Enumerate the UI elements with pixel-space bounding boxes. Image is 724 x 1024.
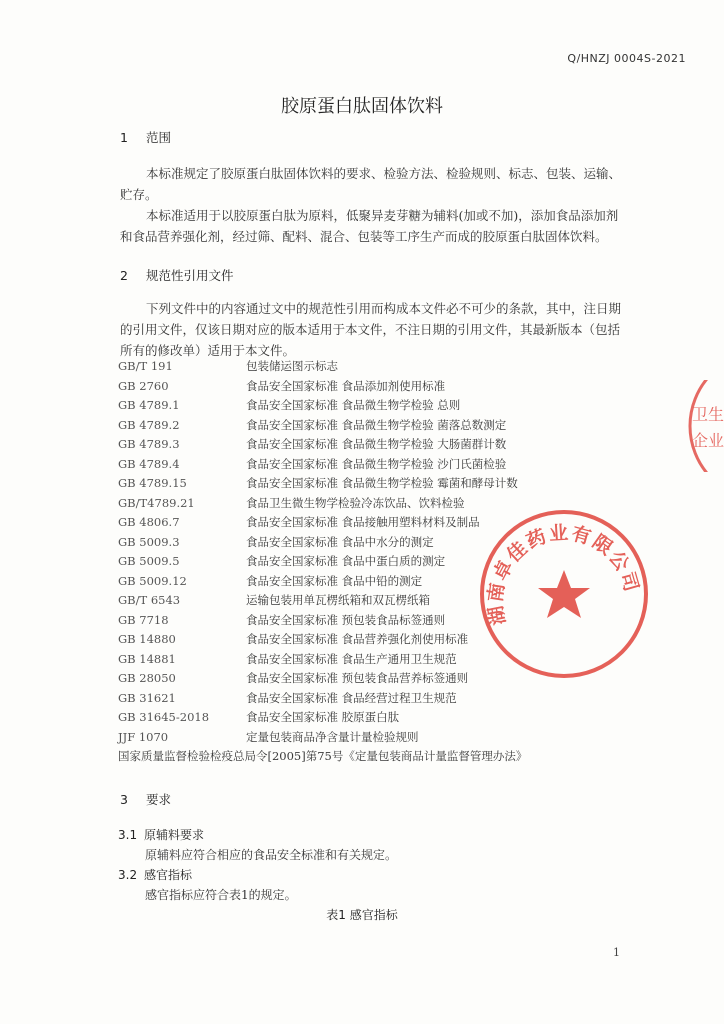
reference-code: GB 5009.5 — [118, 554, 180, 568]
section-number: 2 — [120, 268, 128, 283]
reference-name: 食品卫生微生物学检验冷冻饮品、饮料检验 — [246, 495, 465, 510]
section-title: 范围 — [146, 130, 172, 145]
reference-row — [118, 729, 638, 749]
reference-code: GB/T 191 — [118, 359, 173, 373]
text-line: 贮存。 — [120, 187, 158, 202]
subsection-number: 3.2 — [118, 868, 138, 882]
reference-name: 食品安全国家标准 食品中水分的测定 — [246, 534, 434, 549]
subsection-title: 原辅料要求 — [144, 828, 205, 842]
reference-code: GB 4789.15 — [118, 476, 187, 490]
page-number: 1 — [613, 946, 620, 959]
reference-name: 食品安全国家标准 胶原蛋白肽 — [246, 710, 400, 724]
reference-code: GB 7718 — [118, 612, 169, 627]
reference-code: GB 14880 — [118, 632, 176, 646]
reference-row — [118, 436, 638, 456]
section-3-heading — [120, 790, 171, 808]
partial-seal-text-1: 卫生 — [692, 405, 724, 424]
seal-text: 湖南卓佳药业有限公司 — [484, 521, 643, 627]
reference-code: GB 14881 — [118, 651, 176, 666]
subsection-3-1-heading — [118, 826, 204, 843]
reference-code: GB 2760 — [118, 378, 169, 393]
reference-name: 食品安全国家标准 食品中蛋白质的测定 — [246, 554, 446, 568]
reference-code: GB 4789.1 — [118, 398, 180, 412]
reference-code: GB 4806.7 — [118, 515, 180, 529]
reference-row — [118, 475, 638, 495]
reference-code: GB 4789.2 — [118, 417, 180, 432]
section-1-heading — [120, 128, 171, 146]
references-intro-paragraph — [120, 298, 628, 361]
text-line: 本标准适用于以胶原蛋白肽为原料，低聚异麦芽糖为辅料(加或不加)，添加食品添加剂 — [146, 208, 619, 223]
reference-name: 食品安全国家标准 预包装食品标签通则 — [246, 612, 446, 627]
reference-name: 食品安全国家标准 食品中铅的测定 — [246, 573, 423, 588]
reference-name: 食品安全国家标准 食品营养强化剂使用标准 — [246, 632, 469, 646]
reference-code: GB 31621 — [118, 690, 176, 705]
standard-code: Q/HNZJ 0004S-2021 — [567, 52, 686, 65]
reference-code: GB 4789.4 — [118, 456, 180, 471]
reference-name: 食品安全国家标准 食品接触用塑料材料及制品 — [246, 515, 480, 529]
section-title: 要求 — [146, 792, 172, 807]
reference-name: 食品安全国家标准 食品微生物学检验 霉菌和酵母计数 — [246, 476, 518, 490]
table-caption: 表1 感官指标 — [326, 908, 398, 922]
reference-code: GB/T 6543 — [118, 593, 181, 607]
text-line: 和食品营养强化剂，经过筛、配料、混合、包装等工序生产而成的胶原蛋白肽固体饮料。 — [120, 229, 608, 244]
text-line: 所有的修改单）适用于本文件。 — [120, 343, 296, 358]
reference-code: GB/T4789.21 — [118, 495, 195, 510]
reference-row — [118, 378, 638, 398]
reference-row — [118, 397, 638, 417]
company-seal — [478, 508, 650, 680]
subsection-3-1-text: 原辅料应符合相应的食品安全标准和有关规定。 — [145, 848, 398, 862]
reference-name: 包装储运图示标志 — [246, 359, 338, 373]
reference-row — [118, 358, 638, 378]
section-title: 规范性引用文件 — [146, 268, 234, 283]
reference-code: GB 28050 — [118, 671, 176, 685]
reference-code: GB 5009.3 — [118, 534, 180, 549]
reference-name: 运输包装用单瓦楞纸箱和双瓦楞纸箱 — [246, 593, 430, 607]
scope-paragraph-2 — [120, 205, 628, 247]
reference-row — [118, 456, 638, 476]
subsection-number: 3.1 — [118, 828, 138, 842]
scope-paragraph-1 — [120, 163, 628, 205]
reference-row — [118, 690, 638, 710]
section-2-heading — [120, 266, 234, 284]
text-line: 的引用文件，仅该日期对应的版本适用于本文件，不注日期的引用文件，其最新版本（包括 — [120, 322, 621, 337]
seal-star-icon — [538, 570, 590, 618]
reference-name: 食品安全国家标准 食品经营过程卫生规范 — [246, 690, 457, 705]
reference-name: 定量包装商品净含量计量检验规则 — [246, 729, 419, 744]
reference-code: GB 31645-2018 — [118, 710, 210, 724]
reference-name: 食品安全国家标准 食品微生物学检验 沙门氏菌检验 — [246, 456, 507, 471]
subsection-title: 感官指标 — [144, 868, 193, 882]
reference-code: JJF 1070 — [118, 729, 169, 744]
reference-row — [118, 709, 638, 729]
reference-code: GB 4789.3 — [118, 437, 180, 451]
reference-row — [118, 417, 638, 437]
subsection-3-2-heading — [118, 866, 192, 883]
document-title: 胶原蛋白肽固体饮料 — [281, 96, 443, 117]
section-number: 1 — [120, 130, 128, 145]
reference-code: GB 5009.12 — [118, 573, 187, 588]
text-line: 本标准规定了胶原蛋白肽固体饮料的要求、检验方法、检验规则、标志、包装、运输、 — [146, 166, 622, 181]
text-line: 下列文件中的内容通过文中的规范性引用而构成本文件必不可少的条款，其中，注日期 — [146, 301, 622, 316]
partial-seal — [686, 380, 724, 472]
section-number: 3 — [120, 792, 128, 807]
reference-name: 食品安全国家标准 预包装食品营养标签通则 — [246, 671, 469, 685]
reference-name: 食品安全国家标准 食品微生物学检验 菌落总数测定 — [246, 417, 507, 432]
subsection-3-2-text: 感官指标应符合表1的规定。 — [145, 888, 297, 902]
reference-name: 食品安全国家标准 食品生产通用卫生规范 — [246, 651, 457, 666]
reference-name: 食品安全国家标准 食品微生物学检验 大肠菌群计数 — [246, 437, 507, 451]
regulation-reference: 国家质量监督检验检疫总局令[2005]第75号《定量包装商品计量监督管理办法》 — [118, 749, 528, 763]
reference-name: 食品安全国家标准 食品微生物学检验 总则 — [246, 398, 461, 412]
partial-seal-text-2: 企业 — [692, 431, 724, 450]
reference-name: 食品安全国家标准 食品添加剂使用标准 — [246, 378, 446, 393]
